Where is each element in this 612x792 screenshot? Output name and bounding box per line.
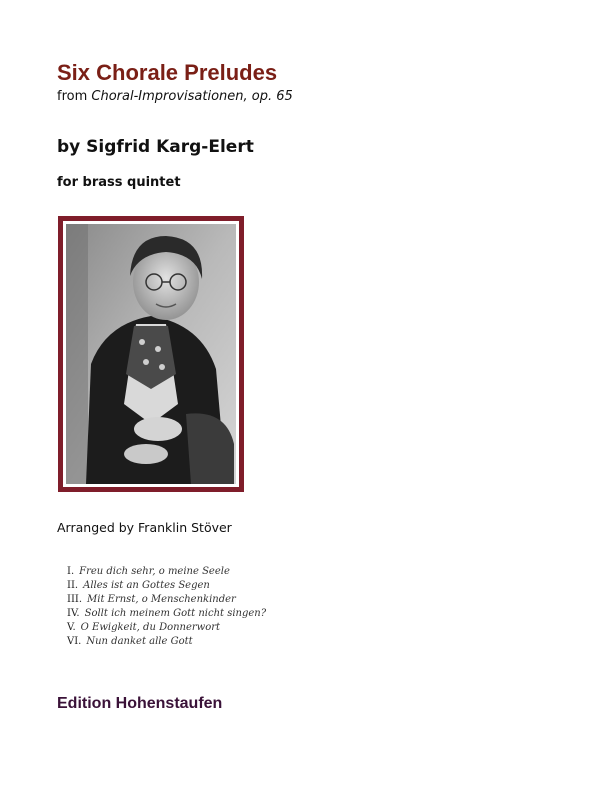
movement-number: II. — [67, 580, 79, 591]
movement-number: V. — [67, 622, 76, 633]
movement-title: Mit Ernst, o Menschenkinder — [87, 594, 236, 605]
movement-title: Alles ist an Gottes Segen — [83, 580, 210, 591]
instrumentation: for brass quintet — [57, 175, 181, 190]
movement-list — [67, 565, 266, 649]
list-item — [67, 579, 266, 593]
movement-number: VI. — [67, 636, 82, 647]
publisher-name: Edition Hohenstaufen — [57, 695, 223, 712]
list-item — [67, 621, 266, 635]
list-item — [67, 593, 266, 607]
list-item — [67, 635, 266, 649]
list-item — [67, 565, 266, 579]
composer: by Sigfrid Karg-Elert — [57, 137, 254, 157]
movement-number: I. — [67, 566, 75, 577]
subtitle-work: Choral-Improvisationen, op. 65 — [91, 89, 293, 104]
movement-title: Sollt ich meinem Gott nicht singen? — [84, 608, 267, 619]
arranger-credit: Arranged by Franklin Stöver — [57, 520, 232, 535]
portrait-image — [66, 224, 236, 484]
composer-portrait — [63, 221, 239, 487]
movement-number: IV. — [67, 608, 80, 619]
portrait-frame — [58, 216, 244, 492]
movement-title: O Ewigkeit, du Donnerwort — [80, 622, 221, 633]
subtitle — [57, 89, 293, 104]
page-title: Six Chorale Preludes — [57, 60, 278, 85]
subtitle-prefix: from — [57, 89, 92, 104]
list-item — [67, 607, 266, 621]
movement-title: Nun danket alle Gott — [86, 636, 193, 647]
movement-title: Freu dich sehr, o meine Seele — [79, 566, 230, 577]
movement-number: III. — [67, 594, 83, 605]
